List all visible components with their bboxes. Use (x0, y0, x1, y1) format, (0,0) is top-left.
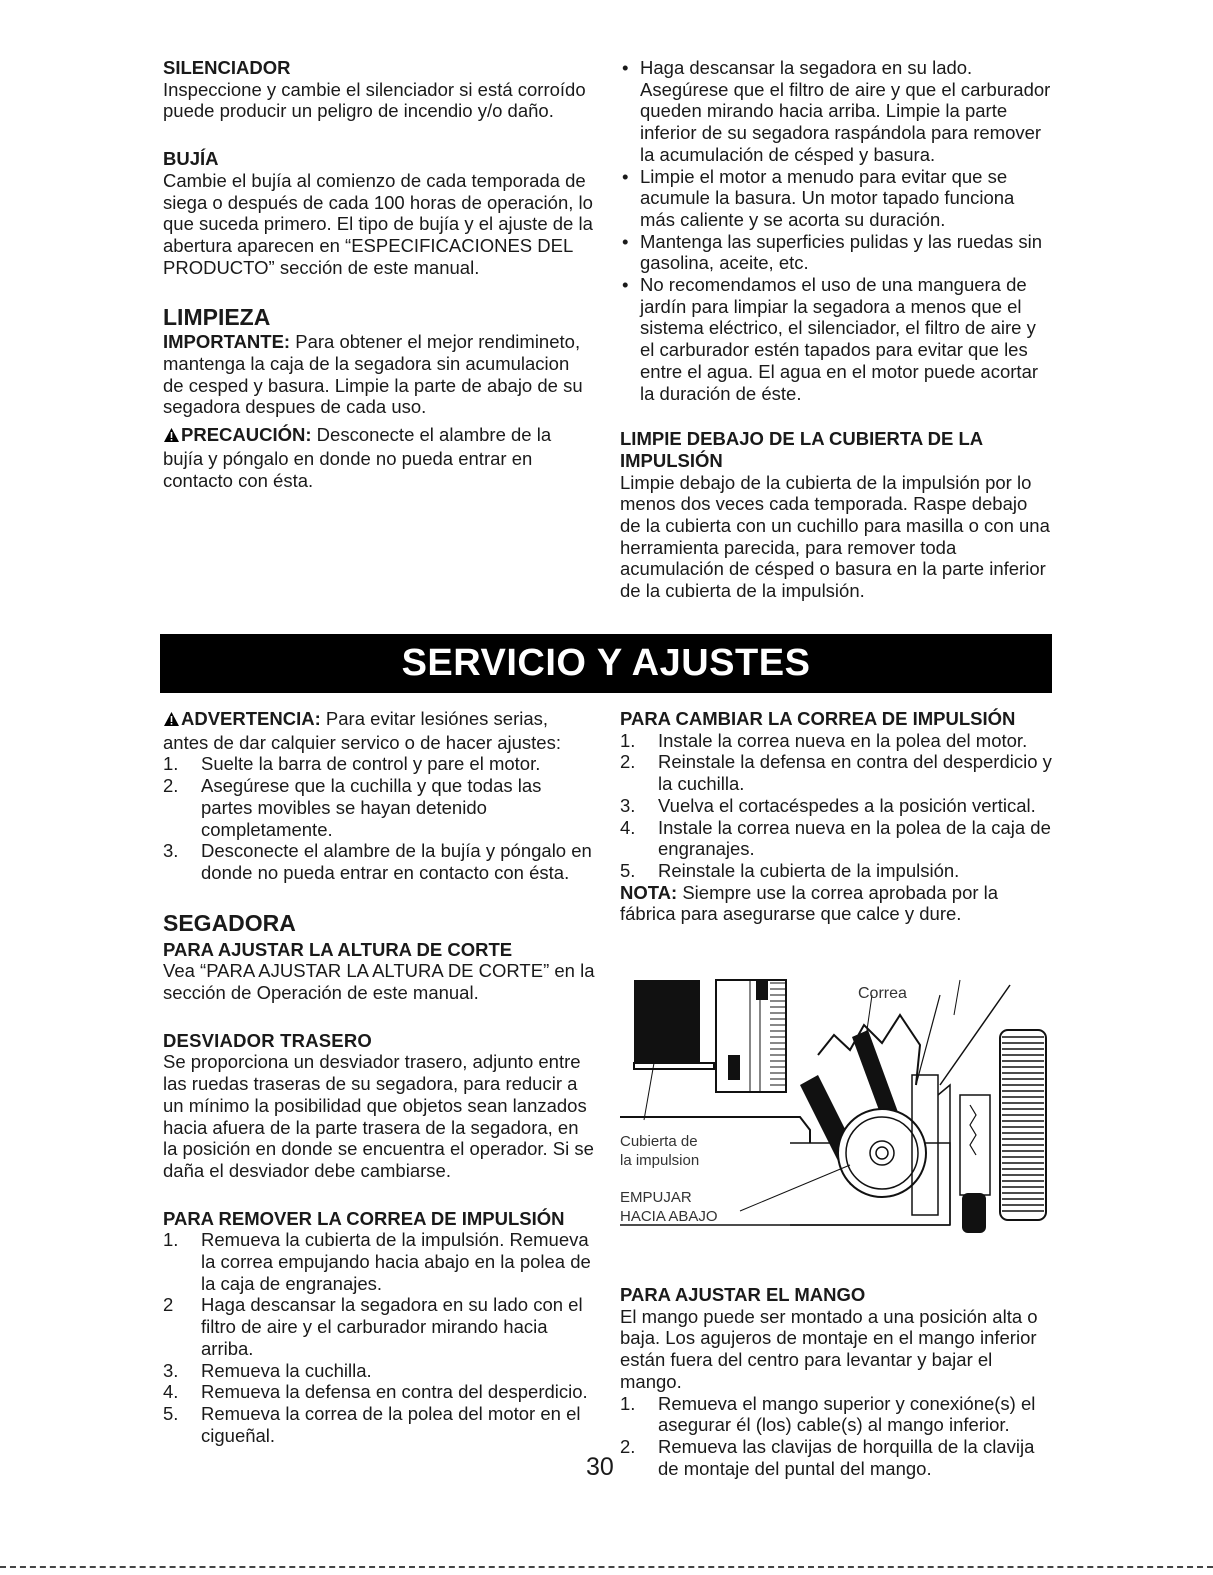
advertencia-label: ADVERTENCIA: (181, 708, 321, 729)
limpieza-heading: LIMPIEZA (163, 304, 271, 331)
label-cubierta-2: la impulsion (620, 1152, 700, 1169)
label-cubierta-1: Cubierta de (620, 1133, 698, 1150)
precaucion-label: PRECAUCIÓN: (181, 424, 312, 446)
label-empujar-2: HACIA ABAJO (620, 1208, 718, 1225)
silenciador-text: Inspeccione y cambie el silenciador si está corroído puede producir un peligro de incendio y/o daño. (163, 78, 586, 122)
nota-body: Siempre use la correa aprobada por la fábrica para asegurarse que calce y dure. (620, 881, 999, 925)
list-item (620, 1393, 1052, 1436)
bujia-heading: BUJÍA (163, 148, 219, 170)
altura-heading: PARA AJUSTAR LA ALTURA DE CORTE (163, 938, 513, 960)
step-number: 2. (620, 751, 636, 773)
bullet-item: • Limpie el motor a menudo para evitar que se acumule la basura. Un motor tapado funciona más caliente y se acorta su duración. (620, 166, 1052, 231)
list-item (620, 795, 1052, 817)
advertencia-steps (163, 753, 595, 883)
nota-label: NOTA: (620, 881, 678, 903)
desviador-title: DESVIADOR TRASERO (163, 1029, 372, 1051)
nota-text (620, 882, 1052, 925)
advertencia-body: Para evitar lesiónes serias, antes de dar calquier servico o de hacer ajustes: (163, 708, 561, 753)
step-text: Reinstale la defensa en contra del desperdicio y la cuchilla. (658, 751, 1052, 795)
step-text: Suelte la barra de control y pare el motor. (201, 753, 541, 775)
step-number: 1. (163, 1229, 179, 1251)
step-number: 1. (163, 753, 179, 775)
step-text: Vuelva el cortacéspedes a la posición vertical. (658, 794, 1036, 816)
list-item (163, 1229, 595, 1294)
precaucion-text (163, 424, 593, 491)
step-text: Remueva la defensa en contra del desperdicio. (201, 1381, 588, 1403)
step-text: Reinstale la cubierta de la impulsión. (658, 859, 960, 881)
mango-heading: PARA AJUSTAR EL MANGO (620, 1284, 866, 1305)
importante-label: IMPORTANTE: (163, 331, 291, 353)
bullet-item: • Haga descansar la segadora en su lado. Asegúrese que el filtro de aire y que el carburador queden mirando hacia arriba. Limpie la parte inferior de su segadora raspándola para remover la acumulación de césped y basura. (620, 57, 1052, 166)
altura-text: Vea “PARA AJUSTAR LA ALTURA DE CORTE” en la sección de Operación de este manual. (163, 960, 595, 1004)
remover-steps (163, 1229, 595, 1446)
label-correa: Correa (858, 985, 907, 1002)
step-number: 3. (163, 1359, 179, 1381)
limpie-heading: LIMPIE DEBAJO DE LA CUBIERTA DE LA IMPULSIÓN (620, 428, 983, 471)
list-item (163, 1381, 595, 1403)
step-number: 4. (620, 816, 636, 838)
step-number: 5. (163, 1402, 179, 1424)
bottom-divider (0, 1566, 1213, 1570)
list-item (163, 1294, 595, 1359)
list-item (163, 1403, 595, 1446)
bujia-text: Cambie el bujía al comienzo de cada temporada de siega o después de cada 100 horas de operación, lo que suceda primero. El tipo de bujía y el ajuste de la abertura aparecen en “ESPECIFICACIONES DEL PRODUCTO” sección de este manual. (163, 169, 593, 278)
engine-block-shape (634, 980, 700, 1063)
desviador-text: Se proporciona un desviador trasero, adjunto entre las ruedas traseras de su segadora, para reducir a un mínimo la posibilidad que objetos sean lanzados hacia afuera de la parte trasera de la segadora, en la posición en donde se encuentra el operador. Si se daña el desviador debe cambiarse. (163, 1051, 594, 1181)
list-item (163, 775, 595, 840)
label-empujar-1: EMPUJAR (620, 1189, 692, 1206)
cambiar-heading: PARA CAMBIAR LA CORREA DE IMPULSIÓN (620, 708, 1016, 729)
list-item (620, 730, 1052, 752)
section-banner: SERVICIO Y AJUSTES (160, 634, 1052, 693)
remover-heading: PARA REMOVER LA CORREA DE IMPULSIÓN (163, 1207, 565, 1229)
step-number: 1. (620, 729, 636, 751)
step-number: 2. (163, 775, 179, 797)
step-text: Remueva el mango superior y conexióne(s) el asegurar él (los) cable(s) al mango inferior. (658, 1392, 1036, 1436)
step-text: Desconecte el alambre de la bujía y póngalo en donde no pueda entrar en contacto con ésta. (201, 840, 592, 883)
left-bottom-column (163, 708, 595, 1446)
step-text: Remueva las clavijas de horquilla de la clavija de montaje del puntal del mango. (658, 1435, 1035, 1479)
cleaning-bullet-list (620, 57, 1052, 404)
step-number: 4. (163, 1381, 179, 1403)
bullet-item: • Mantenga las superficies pulidas y las ruedas sin gasolina, aceite, etc. (620, 231, 1052, 274)
step-number: 2. (620, 1435, 636, 1457)
step-text: Remueva la correa de la polea del motor en el cigueñal. (201, 1402, 581, 1446)
right-bottom-column (620, 708, 1052, 925)
step-number: 3. (163, 840, 179, 862)
step-text: Remueva la cubierta de la impulsión. Remueva la correa empujando hacia abajo en la polea de la caja de engranajes. (201, 1229, 591, 1294)
segadora-heading: SEGADORA (163, 909, 296, 936)
warning-triangle-icon (163, 426, 180, 448)
right-top-column (620, 57, 1052, 602)
drive-belt-illustration (620, 975, 1052, 1233)
step-text: Instale la correa nueva en la polea del motor. (658, 729, 1028, 751)
step-text: Instale la correa nueva en la polea de la caja de engranajes. (658, 816, 1051, 860)
step-text: Haga descansar la segadora en su lado con el filtro de aire y el carburador mirando hacia arriba. (201, 1294, 583, 1359)
list-item (163, 753, 595, 775)
silenciador-heading: SILENCIADOR (163, 57, 291, 78)
step-number: 2 (163, 1294, 174, 1316)
step-text: Remueva la cuchilla. (201, 1359, 372, 1381)
step-number: 3. (620, 794, 636, 816)
desviador-heading (163, 1030, 595, 1052)
step-number: 5. (620, 859, 636, 881)
cambiar-steps (620, 730, 1052, 882)
mango-steps (620, 1393, 1052, 1480)
warning-triangle-icon (163, 710, 180, 732)
left-top-column (163, 57, 593, 491)
limpie-text: Limpie debajo de la cubierta de la impulsión por lo menos dos veces cada temporada. Raspe debajo de la cubierta con un cuchillo para masilla o con una herramienta parecida, para remover toda acumulación de césped o basura en la parte inferior de la cubierta de la impulsión. (620, 471, 1050, 602)
list-item (620, 817, 1052, 860)
list-item (620, 1436, 1052, 1479)
list-item (620, 751, 1052, 794)
list-item (620, 860, 1052, 882)
step-number: 1. (620, 1392, 636, 1414)
precaucion-body: Desconecte el alambre de la bujía y póngalo en donde no pueda entrar en contacto con ésta. (163, 424, 552, 491)
limpieza-text (163, 331, 593, 418)
list-item (163, 1360, 595, 1382)
mango-section (620, 1284, 1052, 1479)
mango-text: El mango puede ser montado a una posición alta o baja. Los agujeros de montaje en el mango inferior están fuera del centro para levantar y bajar el mango. (620, 1305, 1038, 1392)
advertencia-text (163, 708, 595, 753)
list-item (163, 840, 595, 883)
limpieza-body: Para obtener el mejor rendimineto, mantenga la caja de la segadora sin acumulacion de cesped y basura. Limpie la parte de abajo de su segadora despues de cada uso. (163, 331, 583, 418)
page-number: 30 (586, 1453, 614, 1481)
bullet-item: • No recomendamos el uso de una manguera de jardín para limpiar la segadora a menos que el sistema eléctrico, el silenciador, el filtro de aire y el carburador estén tapados para evitar que les entre el agua. El agua en el motor puede acortar la duración de éste. (620, 274, 1052, 404)
step-text: Asegúrese que la cuchilla y que todas las partes movibles se hayan detenido completamente. (201, 775, 542, 840)
